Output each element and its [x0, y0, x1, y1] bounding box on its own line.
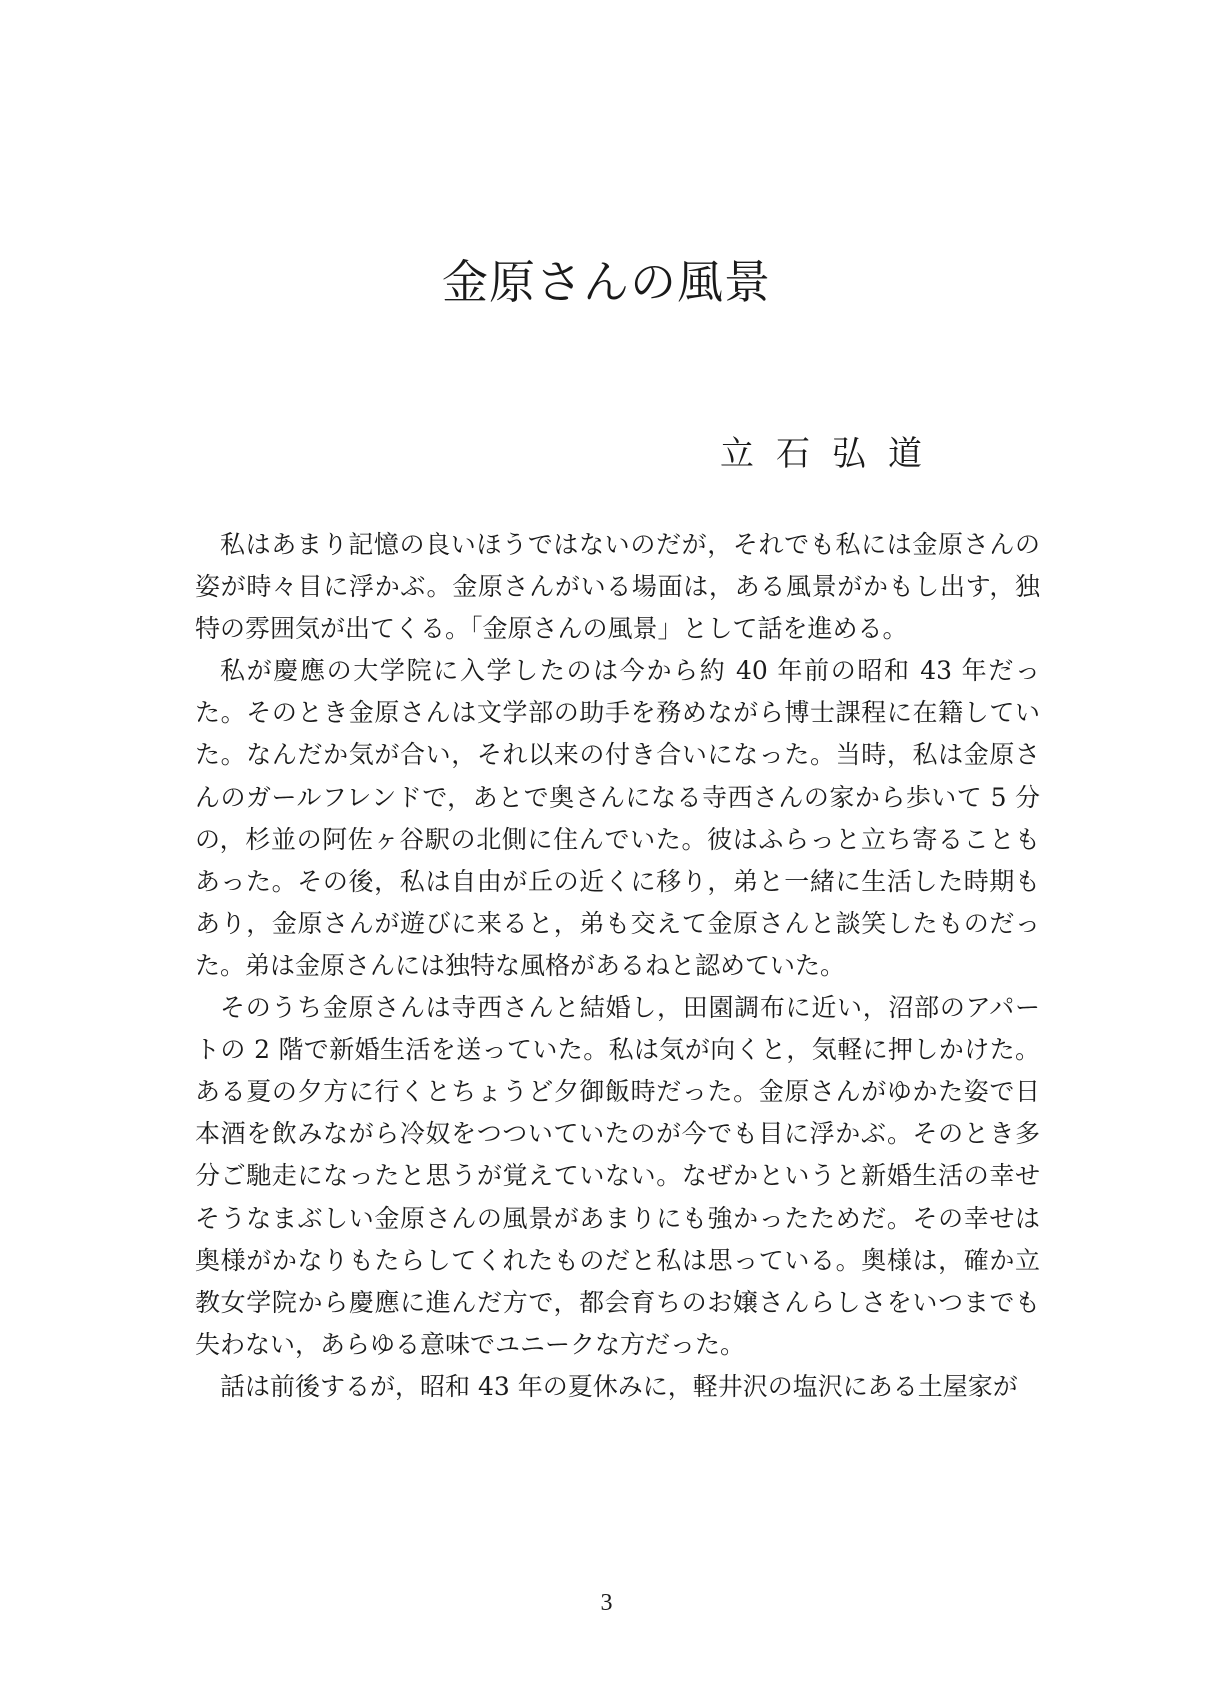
- paragraph: 話は前後するが，昭和 43 年の夏休みに，軽井沢の塩沢にある土屋家が: [220, 1371, 1018, 1401]
- author-name: 立石弘道: [720, 434, 944, 474]
- paragraph: そのうち金原さんは寺西さんと結婚し，田園調布に近い，沼部のアパートの 2 階で新婚生活を送っていた。私は気が向くと，気軽に押しかけた。ある夏の夕方に行くとちょうど夕御飯時だった。金原さんがゆかた姿で日本酒を飲みながら冷奴をつついていたのが今でも目に浮かぶ。そのとき多分ご馳走になったと思うが覚えていない。なぜかというと新婚生活の幸せそうなまぶしい金原さんの風景があまりにも強かったためだ。その幸せは奥様がかなりもたらしてくれたものだと私は思っている。奥様は，確か立教女学院から慶應に進んだ方で，都会育ちのお嬢さんらしさをいつまでも失わない，あらゆる意味でユニークな方だった。: [195, 993, 1040, 1359]
- paragraph: 私はあまり記憶の良いほうではないのだが，それでも私には金原さんの姿が時々目に浮かぶ。金原さんがいる場面は，ある風景がかもし出す，独特の雰囲気が出てくる。「金原さんの風景」として話を進める。: [195, 530, 1040, 644]
- page-number: 3: [600, 1590, 613, 1616]
- body-text: [195, 524, 1040, 1408]
- paragraph: 私が慶應の大学院に入学したのは今から約 40 年前の昭和 43 年だった。そのとき金原さんは文学部の助手を務めながら博士課程に在籍していた。なんだか気が合い，それ以来の付き合いになった。当時，私は金原さんのガールフレンドで，あとで奥さんになる寺西さんの家から歩いて 5 分の，杉並の阿佐ヶ谷駅の北側に住んでいた。彼はふらっと立ち寄ることもあった。その後，私は自由が丘の近くに移り，弟と一緒に生活した時期もあり，金原さんが遊びに来ると，弟も交えて金原さんと談笑したものだった。弟は金原さんには独特な風格があるねと認めていた。: [195, 656, 1040, 980]
- page-title: 金原さんの風景: [442, 255, 771, 309]
